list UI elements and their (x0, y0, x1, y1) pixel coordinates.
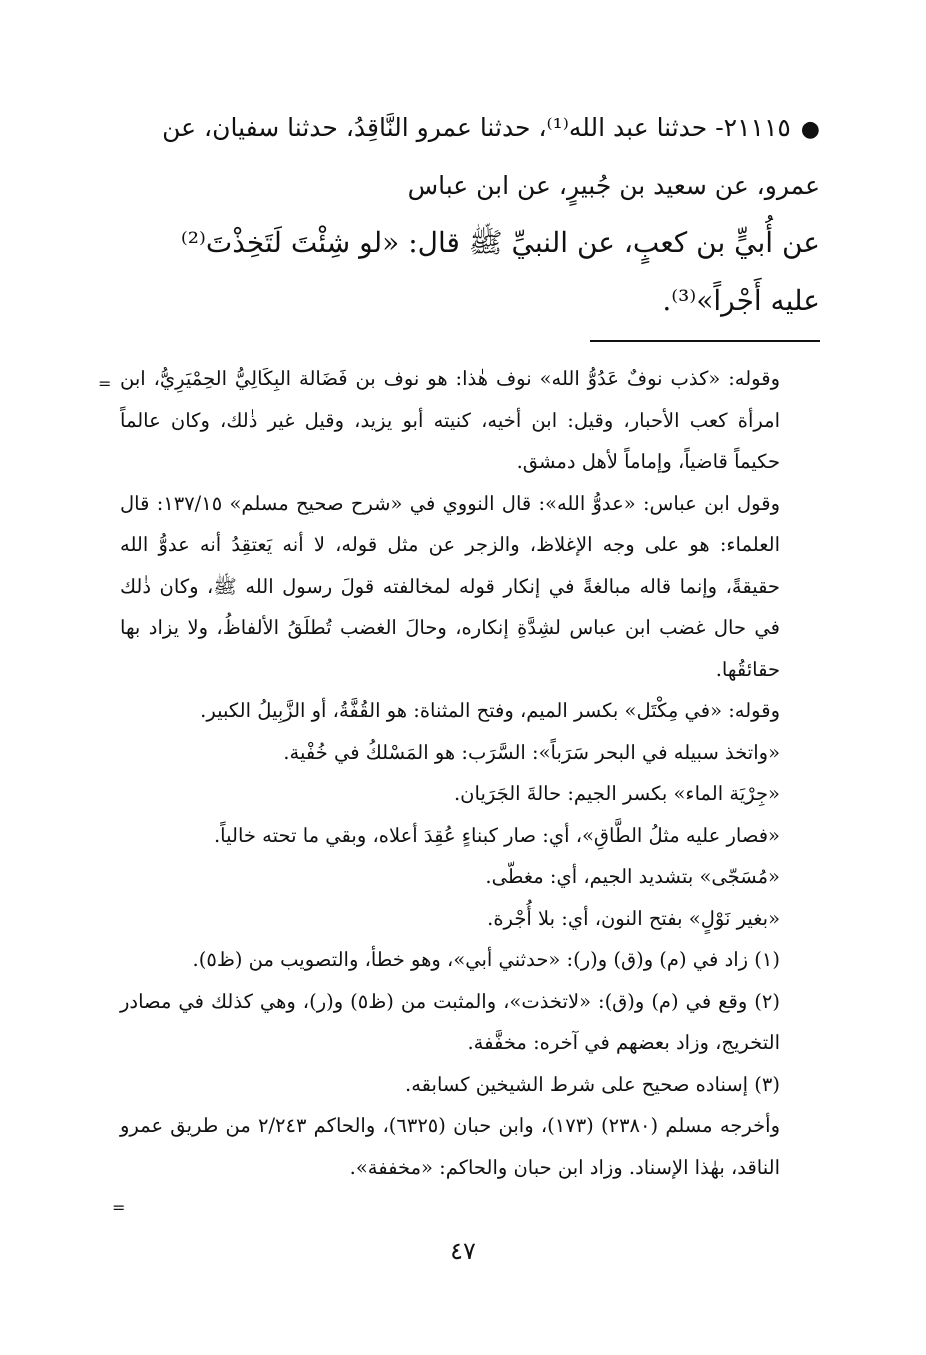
note-paragraph: وقوله: «في مِكْتَل» بكسر الميم، وفتح المثناة: هو القُفَّةُ، أو الزَّبِيلُ الكبير. (200, 699, 780, 722)
hadith-isnad-line-2: عمرو، عن سعيد بن جُبيرٍ، عن ابن عباس (407, 171, 820, 200)
note-paragraph: «مُسَجّى» بتشديد الجيم، أي: مغطّى. (485, 865, 780, 888)
note-paragraph: وقول ابن عباس: «عدوُّ الله»: قال النووي في «شرح صحيح مسلم» ١٣٧/١٥: قال العلماء: هو على وجه الإغلاظ، والزجر عن مثل قوله، لا أنه يَعتقِدُ أنه عدوُّ الله حقيقةً، وإنما قاله مبالغةً في إنكار قوله لمخالفته قولَ رسول الله ﷺ، وكان ذٰلك في حال غضب ابن عباس لشِدَّةِ إنكاره، وحالَ الغضب تُطلَقُ الألفاظُ، ولا يزاد بها حقائقُها. (120, 491, 780, 681)
note-paragraph: «جِرْيَة الماء» بكسر الجيم: حالةَ الجَرَيان. (453, 782, 780, 805)
footnote-3-takhrij: وأخرجه مسلم (٢٣٨٠) (١٧٣)، وابن حبان (٦٣٢٥)، والحاكم ٢/٢٤٣ من طريق عمرو الناقد، بهٰذا الإسناد. وزاد ابن حبان والحاكم: «مخففة». (120, 1114, 780, 1179)
isnad-line-1-text: ٢١١١٥- حدثنا عبد الله⁽¹⁾، حدثنا عمرو النَّاقِدُ، حدثنا سفيان، عن (162, 113, 791, 142)
hadith-block (120, 100, 820, 330)
note-paragraph: «فصار عليه مثلُ الطَّاقِ»، أي: صار كبناءٍ عُقِدَ أعلاه، وبقي ما تحته خالياً. (213, 823, 780, 847)
page-number: ٤٧ (450, 1237, 476, 1265)
bullet-icon: ● (800, 117, 820, 142)
hadith-text (120, 100, 820, 330)
note-paragraph: وقوله: «كذب نوفٌ عَدُوُّ الله» نوف هٰذا: هو نوف بن فَضَالة البِكَالِيُّ الحِمْيَرِيُّ، ابن امرأة كعب الأحبار، وقيل: ابن أخيه، كنيته أبو يزيد، وقيل غير ذٰلك، وكان عالماً حكيماً قاضياً، وإماماً لأهل دمشق. (120, 367, 780, 473)
footnotes-block (120, 358, 820, 1188)
note-paragraph: «بغير نَوْلٍ» بفتح النون، أي: بلا أُجْرة. (487, 906, 780, 930)
note-paragraph: «واتخذ سبيله في البحر سَرَباً»: السَّرَب: هو المَسْلكُ في خُفْية. (283, 740, 780, 764)
footnote-2: (٢) وقع في (م) و(ق): «لاتخذت»، والمثبت من (ظ٥) و(ر)، وهي كذلك في مصادر التخريج، وزاد بعضهم في آخره: مخفَّفة. (120, 989, 780, 1054)
footnote-1: (١) زاد في (م) و(ق) و(ر): «حدثني أبي»، وهو خطأ، والتصويب من (ظ٥). (192, 948, 780, 971)
hadith-matn-line-2: عليه أَجْراً»⁽³⁾. (662, 284, 820, 317)
footnote-divider (590, 340, 820, 342)
footnote-3: (٣) إسناده صحيح على شرط الشيخين كسابقه. (405, 1072, 780, 1096)
continuation-marker-bottom: = (112, 1198, 126, 1217)
continuation-marker-top: = (98, 374, 112, 393)
hadith-matn-line-1: عن أُبيٍّ بن كعبٍ، عن النبيِّ ﷺ قال: «لو شِئْتَ لَتَخِذْتَ⁽²⁾ (180, 226, 820, 259)
hadith-isnad-line-1 (120, 100, 820, 158)
